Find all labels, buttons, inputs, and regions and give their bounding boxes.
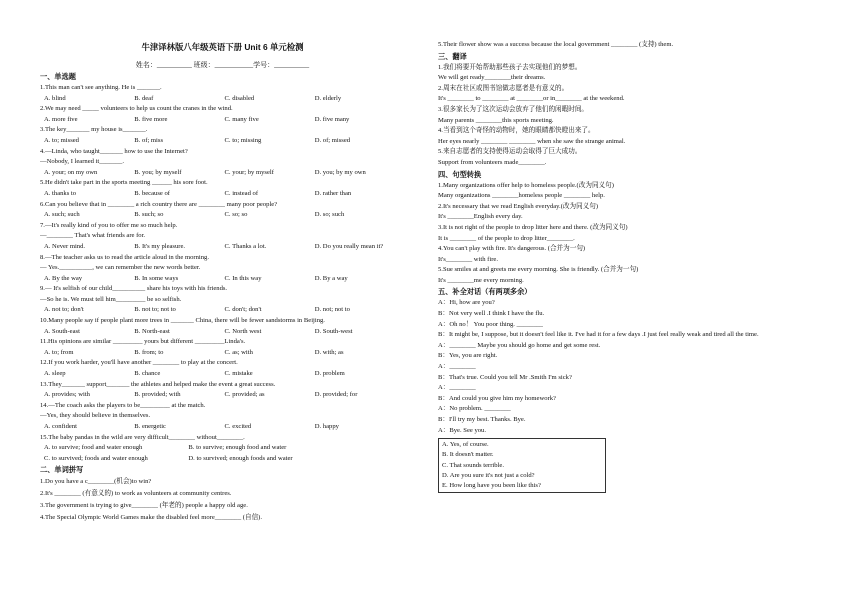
transformation-line: 5.Sue smiles at and greets me every morning. She is friendly. (合并为一句) [438,266,639,274]
option: D. of; missed [314,136,351,144]
option: C. many five [224,115,259,123]
spelling-item: 4.The Special Olympic World Games make the disabled feel more________ (自信). [40,514,263,522]
question-stem: 11.His opinions are similar _________ yours but different _________Linda's. [40,338,246,346]
dialogue-line: B：Not very well .I think I have the flu. [438,310,545,318]
dialogue-line: A：________ [438,384,476,392]
option: C. excited [224,423,252,430]
transformation-line: It is ________ of the people to drop litter________. [438,234,575,242]
option: A. thanks to [44,189,77,197]
question-stem: 7.—It's really kind of you to offer me so much help. [40,221,178,229]
option: B. provided; with [134,391,181,399]
options-row [40,115,405,126]
dialogue-option: A. Yes, of course. [442,441,489,449]
section-heading-mcq: 一、单选题 [40,72,76,81]
section-heading-transformation: 四、句型转换 [438,169,482,179]
option: A. to; from [44,348,74,356]
option: D. to survived; enough foods and water [188,454,293,462]
option: D. problem [314,370,345,378]
option: B. chance [134,370,161,378]
option: D. rather than [314,189,352,197]
option: C. don't; don't [224,306,262,314]
transformation-line: 1.Many organizations offer help to homeless people.(改为同义句) [438,181,614,189]
question-stem: 2.We may need _____ volunteers to help us count the cranes in the wind. [40,105,233,113]
spelling-item: 1.Do you have a c________(机会)to win? [40,478,152,486]
dialogue-line: A：Bye. See you. [438,426,486,434]
option: A. sleep [44,370,66,378]
options-row [40,274,405,285]
option: D. five many [314,115,350,123]
transformation-line: It's ________me every morning. [438,276,524,284]
translation-line: 3.很多家长为了这次运动会放弃了他们的闲暇时间。 [438,105,589,113]
translation-line: We will get ready________their dreams. [438,74,546,82]
student-info: 姓名：__________ 班级：___________学号：__________ [135,61,310,69]
option: B. North-east [134,327,170,335]
option: D. By a way [314,274,348,282]
translation-line: 2.周末在社区或图书馆做志愿者是有意义的。 [438,84,569,92]
options-row [40,327,405,338]
option: A. more five [44,115,78,123]
option: D. you; by my own [314,168,366,176]
section-heading-spelling: 二、单词拼写 [40,465,84,475]
question-stem: —So he is. We must tell him_________ be so selfish. [40,295,182,303]
right-column [438,0,823,493]
option: D. South-west [314,327,353,335]
dialogue-line: A：Oh no！ You poor thing. ________ [438,320,543,328]
option: A. not to; don't [44,306,84,314]
spelling-item: 3.The government is trying to give________ (年老的) people a happy old age. [40,502,248,510]
options-row [40,390,405,401]
option: C. Thanks a lot. [224,242,267,250]
dialogue-option: E. How long have you been like this? [442,481,541,489]
translation-line: Many parents ________this sports meeting. [438,116,554,124]
option: C. instead of [224,189,259,197]
dialogue-line: B：I'll try my best. Thanks. Bye. [438,416,526,423]
option: C. to; missing [224,136,262,144]
dialogue-line: A：________ Maybe you should go home and get some rest. [438,341,601,349]
options-row [40,443,405,454]
options-row [40,189,405,200]
translation-line: Her eyes nearly ________ ________ when she saw the strange animal. [438,137,626,145]
option: A. South-east [44,327,80,335]
question-stem: 10.Many people say if people plant more trees in _______ China, there will be fewer sandstorms in Beijing. [40,317,325,325]
option: A. By the way [44,274,83,282]
dialogue-line: B：It might be, I suppose, but it doesn't feel like it. I've had it for a few days .I just feel really weak and tired all the time. [438,331,759,339]
translation-line: 4.当看到这个奇怪的动物时，她的眼睛都快瞪出来了。 [438,127,595,135]
option: B. because of [134,189,170,197]
translation-line: 5.来自志愿者的支持使得运动会取得了巨大成功。 [438,148,582,156]
dialogue-options-box [438,438,606,493]
option: C. mistake [224,370,253,378]
option: B. from; to [134,348,164,356]
question-stem: —________ That's what friends are for. [40,232,146,240]
section-heading-translation: 三、翻译 [438,51,467,61]
question-stem: 14.—The coach asks the players to be_________ at the match. [40,401,206,409]
question-stem: 8.—The teacher asks us to read the article aloud in the morning. [40,253,210,261]
question-stem: 9.— It's selfish of our child__________ share his toys with his friends. [40,285,228,293]
question-stem: 6.Can you believe that in ________ a rich country there are ________ many poor people? [40,200,278,208]
option: D. provided; for [314,391,358,399]
option: B. In some ways [134,274,179,282]
dialogue-option: D. Are you sure it's not just a cold? [442,471,535,479]
option: B. of; miss [134,136,164,144]
translation-line: 1.我们将要开始帮助那些孩子去实现他们的梦想。 [438,63,582,71]
mcq-list [40,83,405,464]
question-stem: 12.If you work harder, you'll have another ________ to play at the concert. [40,359,238,367]
section-heading-dialogue: 五、补全对话（有两项多余） [438,287,532,297]
transformation-line: 4.You can't play with fire. It's dangerous. (合并为一句) [438,245,586,253]
option: D. with; as [314,348,344,356]
option: D. happy [314,423,339,430]
option: B. not to; not to [134,306,176,314]
dialogue-line: A：Hi, how are you? [438,299,495,307]
page-title: 牛津译林版八年级英语下册 Unit 6 单元检测 [141,42,304,52]
option: D. Do you really mean it? [314,242,384,250]
option: C. In this way [224,274,262,282]
options-row [40,369,405,380]
question-stem: 15.The baby pandas in the wild are very difficult________ without________. [40,433,245,441]
options-row [40,454,405,465]
options-row [40,210,405,221]
option: B. to survive; enough food and water [188,444,287,452]
option: D. so; such [314,211,345,219]
option: A. your; on my own [44,168,98,176]
option: C. to survived; foods and water enough [44,454,148,462]
question-stem: — Yes.__________, we can remember the new words better. [40,264,201,272]
option: B. five more [134,115,168,123]
option: C. provided; as [224,391,265,399]
transformation-line: Many organizations ________homeless people ________ help. [438,192,605,200]
option: D. elderly [314,94,342,102]
options-row [40,422,405,433]
option: B. energetic [134,423,166,430]
dialogue-line: B：Yes, you are right. [438,352,498,360]
transformation-line: It's________ with fire. [438,255,498,263]
option: C. as; with [224,348,253,356]
options-row [40,136,405,147]
dialogue-line: B：And could you give him my homework? [438,394,556,402]
option: B. you; by myself [134,168,182,176]
spelling-item: 2.It's ________ (有意义的) to work as volunteers at community centres. [40,490,232,498]
option: C. North west [224,327,262,335]
option: A. Never mind. [44,242,86,250]
question-stem: 13.They_______ support_______ the athletes and helped make the event a great success. [40,380,276,388]
option: D. not; not to [314,306,350,314]
dialogue-line: A：No problem. ________ [438,405,511,413]
transformation-line: 2.It's necessary that we read English everyday.(改为同义句) [438,202,599,210]
spelling-list [40,476,405,524]
question-stem: 3.The key_______ my house is_______. [40,126,148,134]
question-stem: —Nobody, I learned it_______. [40,158,124,166]
translation-line: It's ________ to ________ at ________or in________ at the weekend. [438,95,625,103]
option: A. to; missed [44,136,79,144]
option: B. deaf [134,94,154,102]
question-stem: —Yes, they should believe in themselves. [40,412,151,420]
dialogue-list [438,298,823,436]
dialogue-line: A：________ [438,363,476,371]
translation-list [438,63,823,169]
option: A. blind [44,94,66,102]
dialogue-option: C. That sounds terrible. [442,461,504,469]
option: C. so; so [224,211,248,219]
options-row [40,348,405,359]
option: A. to survive; food and water enough [44,444,143,452]
translation-line: Support from volunteers made________. [438,158,547,166]
option: B. It's my pleasure. [134,242,186,250]
option: B. such; so [134,211,164,219]
dialogue-option: B. It doesn't matter. [442,451,494,459]
option: A. provides; with [44,391,90,399]
spelling-item: 5.Their flower show was a success because the local government ________ (支持) them. [438,41,674,48]
options-row [40,305,405,316]
transformation-list [438,181,823,287]
option: C. your; by myself [224,168,274,176]
left-column [40,0,405,524]
question-stem: 1.This man can't see anything. He is _______. [40,84,162,91]
transformation-line: It's ________English every day. [438,213,523,221]
options-row [40,94,405,105]
options-row [40,168,405,179]
question-stem: 5.He didn't take part in the sports meeting ______ his sore foot. [40,179,208,187]
dialogue-line: B：That's true. Could you tell Mr .Smith I'm sick? [438,373,572,381]
option: A. such; such [44,211,80,219]
options-row [40,242,405,253]
option: A. confident [44,423,77,430]
transformation-line: 3.It is not right of the people to drop litter here and there. (改为同义句) [438,223,628,231]
question-stem: 4.—Linda, who taught_______ how to use the Internet? [40,147,188,155]
option: C. disabled [224,94,255,102]
